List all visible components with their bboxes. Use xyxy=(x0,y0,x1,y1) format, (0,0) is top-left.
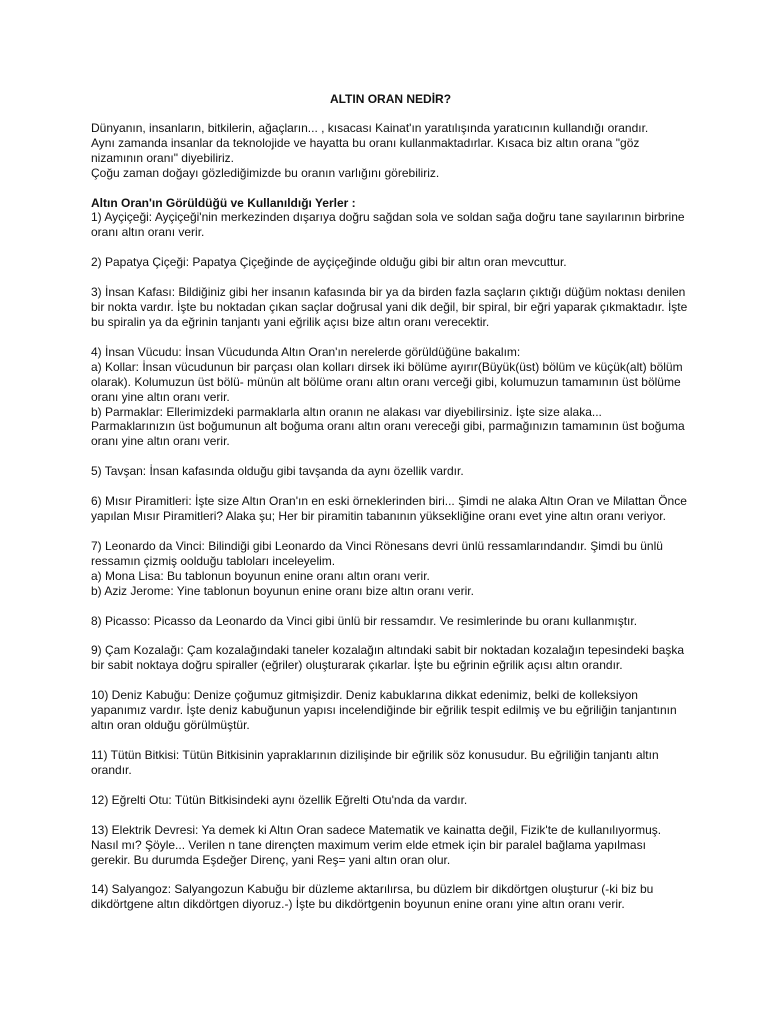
list-item-14: 14) Salyangoz: Salyangozun Kabuğu bir düzleme aktarılırsa, bu düzlem bir dikdörtgen oluşturur (-ki biz bu dikdörtgene altın dikdörtgen diyoruz.-) İşte bu dikdörtgenin boyunun enine oranı yine altın oranı verir. xyxy=(91,882,654,912)
list-item-8: 8) Picasso: Picasso da Leonardo da Vinci gibi ünlü bir ressamdır. Ve resimlerinde bu oranı kullanmıştır. xyxy=(91,613,638,628)
intro-paragraph-1: Dünyanın, insanların, bitkilerin, ağaçların... , kısacası Kainat'ın yaratılışında yaratıcının kullandığı orandır. xyxy=(91,120,649,135)
list-item-4a: a) Kollar: İnsan vücudunun bir parçası olan kolları dirsek iki bölüme ayırır(Büyük(üst) bölüm ve küçük(alt) bölüm olarak). Kolumuzun üst bölü- münün alt bölüme oranı altın oranı verceği gibi, kolumuzun tamamının üst bölüme oranı yine altın oranı verir. xyxy=(91,359,683,404)
list-item-11: 11) Tütün Bitkisi: Tütün Bitkisinin yapraklarının dizilişinde bir eğrilik söz konusudur. Bu eğriliğin tanjantı altın orandır. xyxy=(91,748,659,777)
list-item-6: 6) Mısır Piramitleri: İşte size Altın Oran'ın en eski örneklerinden biri... Şimdi ne alaka Altın Oran ve Milattan Önce yapılan Mısır Piramitleri? Alaka şu; Her bir piramitin tabanının yüksekliğine oranı evet yine altın oranı veriyor. xyxy=(91,494,687,524)
list-item-7b: b) Aziz Jerome: Yine tablonun boyunun enine oranı bize altın oranı verir. xyxy=(91,583,474,598)
list-item-7a: a) Mona Lisa: Bu tablonun boyunun enine oranı altın oranı verir. xyxy=(91,568,430,583)
list-item-2: 2) Papatya Çiçeği: Papatya Çiçeğinde de ayçiçeğinde olduğu gibi bir altın oran mevcuttur. xyxy=(91,255,567,270)
intro-paragraph-2: Aynı zamanda insanlar da teknolojide ve hayatta bu oranı kullanmaktadırlar. Kısaca biz altın orana "göz nizamının oranı" diyebiliriz. xyxy=(91,135,640,165)
list-item-10: 10) Deniz Kabuğu: Denize çoğumuz gitmişizdir. Deniz kabuklarına dikkat edenimiz, belki de kolleksiyon yapanımız vardır. İşte deniz kabuğunun yapısı incelendiğinde bir eğrilik tespit edilmiş ve bu eğriliğin tanjantının altın oran olduğu görülmüştür. xyxy=(91,688,677,733)
document-title: ALTIN ORAN NEDİR? xyxy=(329,92,452,106)
list-item-4b: b) Parmaklar: Ellerimizdeki parmaklarla altın oranın ne alakası var diyebilirsiniz. İşte size alaka... Parmaklarınızın üst boğumunun alt boğuma oranı altın oranı vereceği gibi, parmağınızın tamamının üst boğuma oranı yine altın oranı verir. xyxy=(91,404,685,449)
section-heading: Altın Oran'ın Görüldüğü ve Kullanıldığı Yerler : xyxy=(91,195,356,210)
intro-paragraph-3: Çoğu zaman doğayı gözlediğimizde bu oranın varlığını görebiliriz. xyxy=(91,165,440,180)
list-item-7: 7) Leonardo da Vinci: Bilindiği gibi Leonardo da Vinci Rönesans devri ünlü ressamlarındandır. Şimdi bu ünlü ressamın çizmiş oolduğu tabloları inceleyelim. xyxy=(91,538,663,568)
list-item-13: 13) Elektrik Devresi: Ya demek ki Altın Oran sadece Matematik ve kainatta değil, Fizik'te de kullanılıyormuş. Nasıl mı? Şöyle... Verilen n tane dirençten maximum verim elde etmek için bir paralel bağlama yapılması gerekir. Bu durumda Eşdeğer Direnç, yani Reş= yani altın oran olur. xyxy=(91,822,662,867)
list-item-9: 9) Çam Kozalağı: Çam kozalağındaki taneler kozalağın altındaki sabit bir noktadan kozalağın tepesindeki başka bir sabit noktaya doğru spiraller (eğriler) oluşturarak çıkarlar. İşte bu eğrinin eğrilik açısı altın orandır. xyxy=(91,643,685,673)
list-item-5: 5) Tavşan: İnsan kafasında olduğu gibi tavşanda da aynı özellik vardır. xyxy=(91,464,464,479)
list-item-1: 1) Ayçiçeği: Ayçiçeği'nin merkezinden dışarıya doğru sağdan sola ve soldan sağa doğru tane sayılarının birbrine oranı altın oranı verir. xyxy=(91,210,685,240)
list-item-3: 3) İnsan Kafası: Bildiğiniz gibi her insanın kafasında bir ya da birden fazla saçların çıktığı düğüm noktası denilen bir nokta vardır. İşte bu noktadan çıkan saçlar doğrusal yani dik değil, bir spiral, bir eğri yaparak çıkmaktadır. İşte bu spiralin ya da eğrinin tanjantı yani eğrilik açısı bize altın oranı verecektir. xyxy=(91,285,688,329)
list-item-4: 4) İnsan Vücudu: İnsan Vücudunda Altın Oran'ın nerelerde görüldüğüne bakalım: xyxy=(91,344,521,359)
list-item-12: 12) Eğrelti Otu: Tütün Bitkisindeki aynı özellik Eğrelti Otu'nda da vardır. xyxy=(91,792,468,807)
